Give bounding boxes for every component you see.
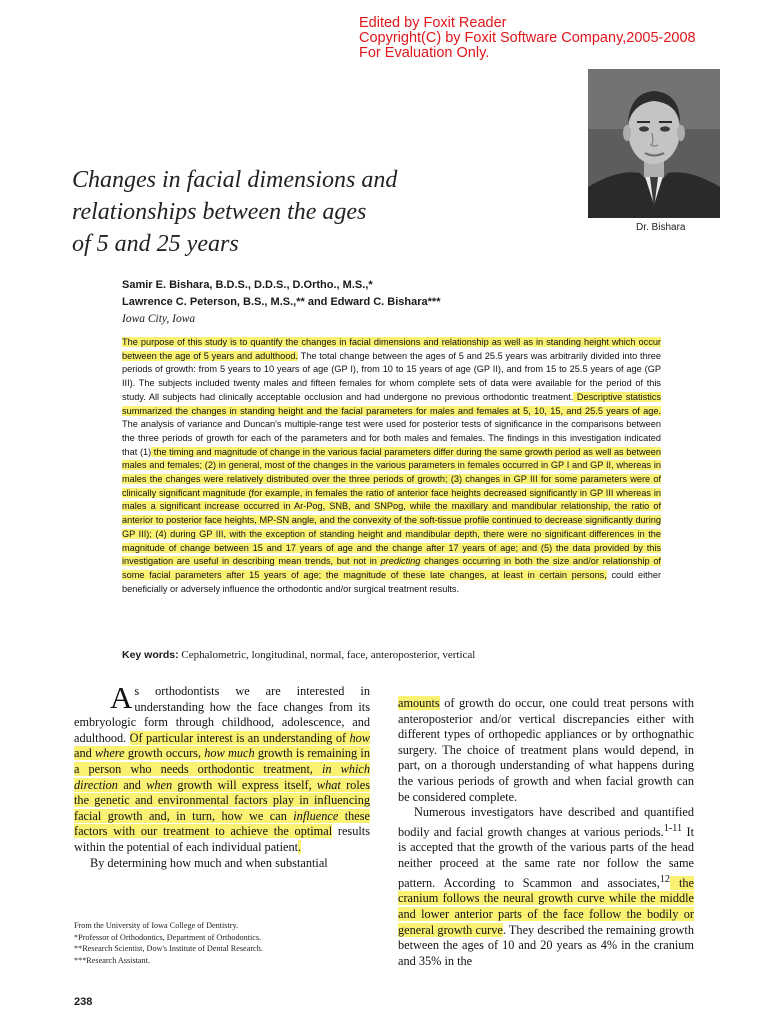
paragraph: [74, 680, 371, 856]
footnote: From the University of Iowa College of Dentistry.: [74, 921, 239, 930]
author-list: [122, 277, 642, 311]
title-line: Changes in facial dimensions and: [72, 167, 398, 193]
highlighted-text: in which direction: [74, 761, 371, 792]
highlighted-text: The purpose of this study is to quantify the changes in facial dimensions and relationship as well as in standing height which occur between the age of 5 years and adulthood.: [122, 337, 661, 361]
highlighted-text: growth will express itself,: [172, 777, 317, 792]
author-portrait-image: [588, 69, 720, 218]
highlighted-text: growth occurs,: [124, 746, 205, 761]
highlighted-text: when: [146, 777, 173, 792]
citation: 12: [659, 873, 671, 885]
highlighted-text: and: [74, 746, 95, 761]
highlighted-text: these factors with our treatment to achieve the optimal: [74, 808, 371, 839]
highlighted-text: the timing and magnitude of change in the various facial parameters differ during the same growth period as well as between males and females; (2) in general, most of the changes in the various parameters in females occurred in GP I and GP II, whereas in males the changes were relatively distributed over the three periods of growth; (3) changes in GP III for some parameters were of clinically significant magnitude (for example, in females the ratio of anterior face heights decreased significantly in GP III whereas in males a significant increase occurred in Ar-Pog, SNB, and SNPog, while the maxillary and mandibular relationship, the ratio of anterior to posterior face heights, MP-SN angle, and the convexity of the soft-tissue profile continued to decrease significantly during GP III); (4) during GP III, with the exception of standing height and mandibular depth, there were no significant differences in the magnitude of change between 15 and 17 years of age and the change after 17 years of age; and (5) the data provided by this investigation are useful in describing mean trends, but not in: [122, 446, 661, 567]
drop-cap: A: [110, 680, 133, 715]
title-line: relationships between the ages: [72, 199, 367, 225]
highlighted-text: growth is remaining in a person who needs orthodontic treatment,: [74, 746, 370, 776]
highlighted-text: where: [94, 746, 125, 761]
body-text: Numerous investigators have described and quantified bodily and facial growth changes at various periods.: [398, 805, 694, 839]
watermark-line: For Evaluation Only.: [359, 45, 490, 61]
highlighted-text: what: [316, 777, 341, 792]
abstract-text: The analysis of variance and Duncan's multiple-range test were used for posterior tests of significance in the comparisons between the three periods of growth for each of the parameters and for both males and females. The findings in this investigation indicated that (1): [122, 419, 661, 457]
highlighted-text: influence: [293, 808, 339, 823]
watermark-line: Copyright(C) by Foxit Software Company,2005-2008: [359, 30, 696, 46]
page-number: 238: [74, 996, 93, 1008]
paragraph: [398, 696, 694, 805]
highlighted-text: and: [117, 777, 147, 792]
footnote: ***Research Assistant.: [74, 955, 150, 965]
body-text: It is accepted that the growth of the various parts of the head neither proceed at the same rate nor follow the same pattern. According to Scammon and associates,: [398, 824, 694, 890]
photo-caption: Dr. Bishara: [636, 222, 686, 233]
highlighted-text: changes occurring in both the size and/or relationship of some facial parameters after 15 years of age; the magnitude of these late changes, at least in certain persons,: [122, 556, 661, 580]
highlighted-text: Of particular interest is an understanding of: [129, 730, 350, 745]
body-text: results within the potential of each individual patient: [74, 824, 370, 854]
keywords: [122, 649, 682, 661]
keywords-text: Cephalometric, longitudinal, normal, face, anteroposterior, vertical: [178, 649, 476, 661]
title-line: of 5 and 25 years: [72, 231, 239, 257]
abstract-text: The total change between the ages of 5 and 25.5 years was arbitrarily divided into three periods of growth: from 5 years to 10 years of age (GP I), from 10 to 15 years of age (GP II), and from 15 to 25.5 years of age (GP III). The subjects included twenty males and fifteen females for whom complete sets of data were available for the period of this study. All subjects had clinically acceptable occlusion and had undergone no previous orthodontic treatment.: [122, 350, 661, 402]
body-text: . They described the remaining growth between the ages of 10 and 20 years as 4% in the cranium and 35% in the: [398, 922, 694, 968]
highlighted-text: how much: [204, 746, 255, 761]
body-column-right: [398, 696, 694, 969]
abstract: [122, 336, 661, 596]
affiliation: Iowa City, Iowa: [122, 313, 196, 325]
body-text: of growth do occur, one could treat persons with anteroposterior and/or vertical discrepancies either with different types of orthopedic appliances or by orthognathic surgery. The choice of treatment plans would depend, in part, on a thorough understanding of what happens during the various periods of growth and when facial growth can be considered complete.: [398, 696, 694, 804]
author-line: Lawrence C. Peterson, B.S., M.S.,** and Edward C. Bishara***: [122, 296, 441, 308]
author-photo: [588, 69, 720, 218]
citation: 1-11: [663, 822, 683, 834]
paragraph: By determining how much and when substantial: [90, 855, 328, 870]
article-title: [72, 164, 532, 260]
paragraph: [398, 805, 694, 969]
highlighted-text: predicting: [380, 556, 421, 567]
watermark-line: Edited by Foxit Reader: [359, 15, 507, 31]
footnote: *Professor of Orthodontics, Department of Orthodontics.: [74, 932, 262, 942]
highlighted-text: how: [349, 730, 370, 745]
foxit-watermark: [359, 16, 739, 61]
highlighted-text: roles the genetic and environmental factors play in influencing facial growth and, in turn, how we can: [74, 777, 370, 823]
highlighted-text: the cranium follows the neural growth curve while the middle and lower anterior parts of the face follow the bodily or general growth curve: [398, 875, 694, 937]
highlighted-text: amounts: [398, 696, 440, 710]
footnotes: [74, 920, 370, 966]
body-text: s orthodontists we are interested in understanding how the face changes from its embryologic form through childhood, adolescence, and adulthood.: [74, 684, 370, 745]
body-column-left: [74, 680, 371, 871]
author-line: Samir E. Bishara, B.D.S., D.D.S., D.Ortho., M.S.,*: [122, 279, 373, 291]
abstract-text: could either beneficially or adversely influence the orthodontic and/or surgical treatment results.: [122, 569, 661, 594]
highlighted-text: Descriptive statistics summarized the changes in standing height and the facial parameters for males and females at 5, 10, 15, and 25.5 years of age.: [122, 391, 661, 416]
footnote: **Research Scientist, Dow's Institute of Dental Research.: [74, 944, 263, 954]
keywords-label: Key words:: [122, 649, 179, 661]
highlighted-text: .: [298, 839, 302, 854]
